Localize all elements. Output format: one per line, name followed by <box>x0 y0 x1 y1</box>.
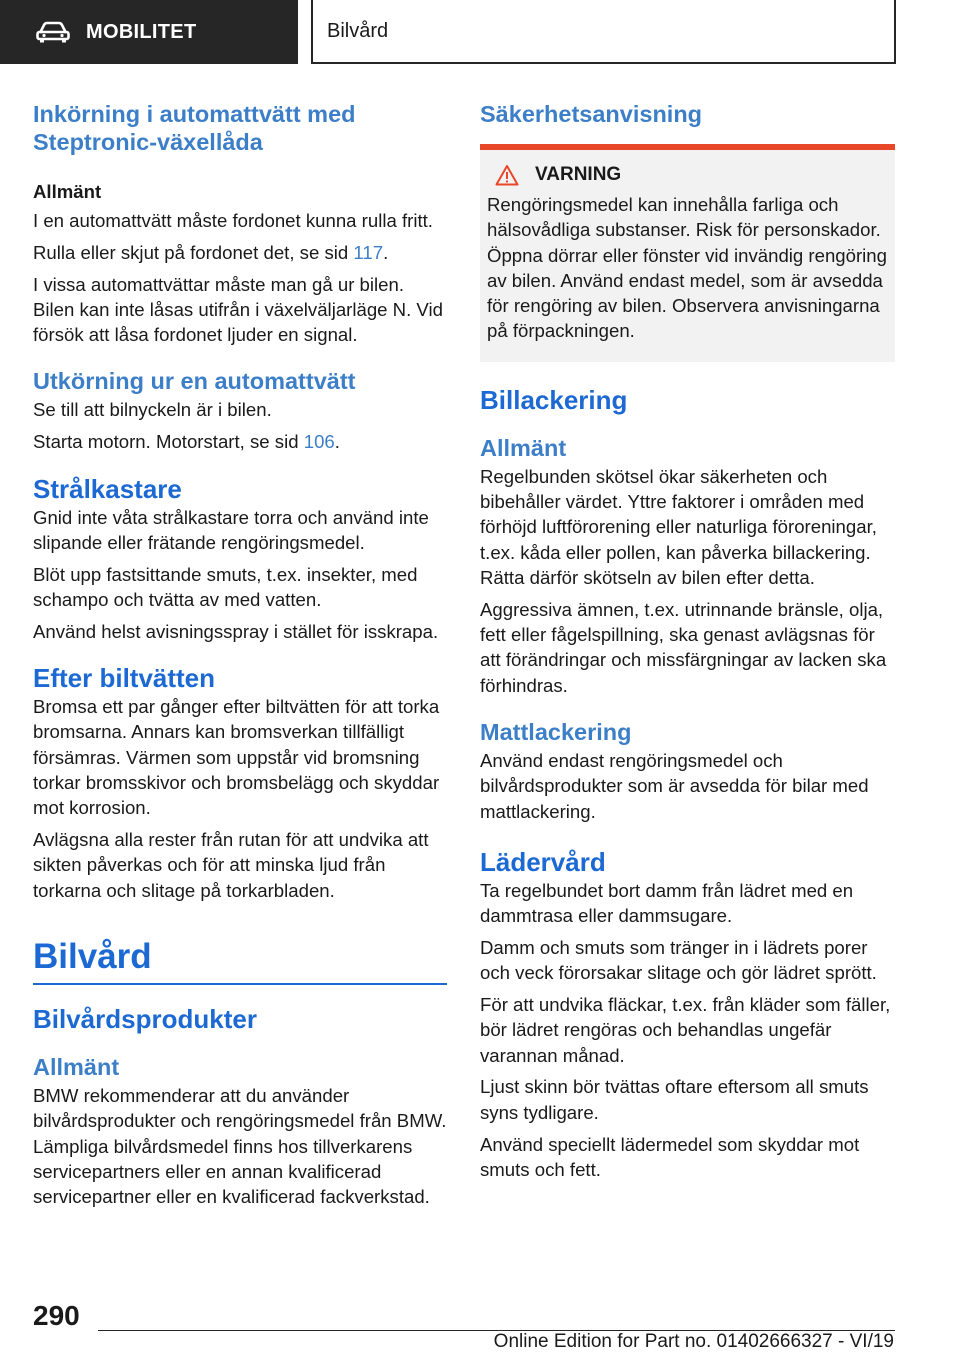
header-chapter-box <box>311 0 896 64</box>
paint-general-heading: Allmänt <box>480 434 567 461</box>
leather-heading: Lädervård <box>480 846 606 877</box>
paragraph: Använd endast rengöringsmedel och bilvårdsprodukter som är avsedda för bilar med mattlackering. <box>480 749 869 822</box>
paragraph: BMW rekommenderar att du använder bilvårdsprodukter och rengöringsmedel från BMW. Lämpliga bilvårdsmedel finns hos tillverkarens servicepartners eller en annan kvalificerad servicepartner eller en kvalificerad fackverkstad. <box>33 1084 447 1208</box>
safety-heading: Säkerhetsanvisning <box>480 101 703 127</box>
paragraph: För att undvika fläckar, t.ex. från kläder som fäller, bör lädret rengöras och behandlas ungefär varannan månad. <box>480 994 891 1066</box>
paragraph-text: Starta motorn. Motorstart, se sid <box>33 431 304 453</box>
paragraph: Regelbunden skötsel ökar säkerheten och bibehåller värdet. Yttre faktorer i områden med förhöjd luftförorening eller naturliga föroreningar, t.ex. kåda eller pollen, kan påverka billackering. Rätta därför skötseln av bilen efter detta. <box>480 465 877 588</box>
paragraph: Använd speciellt lädermedel som skyddar mot smuts och fett. <box>480 1133 860 1180</box>
paragraph-with-link <box>33 429 447 454</box>
matte-heading: Mattlackering <box>480 718 632 745</box>
chapter-divider <box>33 983 447 985</box>
paragraph: I vissa automattvättar måste man gå ur bilen. Bilen kan inte låsas utifrån i växelväljarläge N. Vid försök att låsa fordonet ljuder en signal. <box>33 273 443 346</box>
chapter-label: Bilvård <box>327 19 389 42</box>
warning-triangle-icon <box>495 164 519 186</box>
chapter-heading: Bilvård <box>33 936 152 976</box>
right-column <box>480 100 895 1189</box>
after-wash-heading: Efter biltvätten <box>33 663 216 694</box>
products-heading: Bilvårdsprodukter <box>33 1003 257 1034</box>
paragraph: Ljust skinn bör tvättas oftare eftersom all smuts syns tydligare. <box>480 1076 869 1123</box>
section-title: MOBILITET <box>86 20 197 43</box>
left-column <box>33 100 447 1216</box>
drivein-heading: Inkörning i automattvätt med Steptronic-växellåda <box>33 101 356 155</box>
edition-text: Online Edition for Part no. 01402666327 - VI/19 <box>493 1331 894 1352</box>
products-general-heading: Allmänt <box>33 1053 120 1080</box>
page-link-117[interactable]: 117 <box>353 241 384 263</box>
paragraph: Se till att bilnyckeln är i bilen. <box>33 399 272 421</box>
general-label: Allmänt <box>33 181 102 202</box>
paragraph: Använd helst avisningsspray i stället för isskrapa. <box>33 620 439 642</box>
paragraph: Blöt upp fastsittande smuts, t.ex. insekter, med schampo och tvätta av med vatten. <box>33 563 418 610</box>
headlights-heading: Strålkastare <box>33 473 182 504</box>
paragraph: Ta regelbundet bort damm från lädret med en dammtrasa eller dammsugare. <box>480 879 854 927</box>
paragraph-with-link <box>33 240 447 265</box>
paragraph-text: Rulla eller skjut på fordonet det, se sid <box>33 241 354 263</box>
paint-heading: Billackering <box>480 384 628 415</box>
warning-text: Rengöringsmedel kan innehålla farliga och hälsovådliga substanser. Risk för personskador. Öppna dörrar eller fönster vid invändig rengöring av bilen. Använd endast medel, som är avsedda för rengöring av bilen. Observera anvisningarna på förpackningen. <box>487 194 887 342</box>
header-section-tab <box>0 0 298 64</box>
paragraph-end: . <box>383 241 389 263</box>
paragraph: Aggressiva ämnen, t.ex. utrinnande bränsle, olja, fett eller fågelspillning, ska genast avlägsnas för att förändringar och missfärgningar av lacken ska förhindras. <box>480 598 887 696</box>
page-link-106[interactable]: 106 <box>303 431 335 453</box>
paragraph: Bromsa ett par gånger efter biltvätten för att torka bromsarna. Annars kan bromsverkan tillfälligt försämras. Värmen som uppstår vid bromsning torkar bromsskivor och bromsbelägg och skyddar mot korrosion. <box>33 696 440 819</box>
driveout-heading: Utkörning ur en automattvätt <box>33 368 356 395</box>
paragraph: Damm och smuts som tränger in i lädrets porer och veck förorsakar slitage och gör lädret sprött. <box>480 936 877 984</box>
car-icon <box>36 21 70 43</box>
warning-box <box>480 150 895 362</box>
paragraph: Gnid inte våta strålkastare torra och använd inte slipande eller frätande rengöringsmedel. <box>33 506 429 553</box>
warning-label: VARNING <box>535 164 622 185</box>
paragraph-end: . <box>334 431 340 453</box>
page-number: 290 <box>33 1300 80 1331</box>
paragraph: Avlägsna alla rester från rutan för att undvika att sikten påverkas och för att minska ljud från torkarna och slitage på torkarbladen. <box>33 829 429 901</box>
warning-header <box>495 164 887 186</box>
paragraph: I en automattvätt måste fordonet kunna rulla fritt. <box>33 210 433 231</box>
